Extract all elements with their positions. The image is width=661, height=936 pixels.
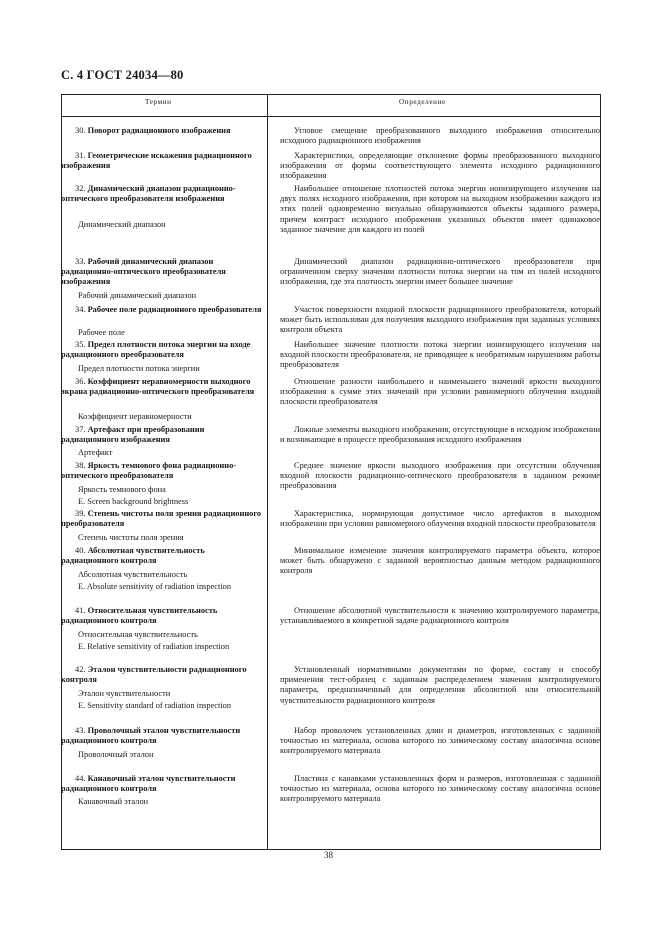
term-42: 42. Эталон чувствительности радиационного контроля	[61, 665, 247, 685]
definition-34: Участок поверхности входной плоскости радиационного преобразователя, который может быть использован для получения выходного изображения при заданных условиях контроля объекта	[280, 305, 600, 335]
column-header-definition: Определение	[399, 98, 446, 106]
definition-42: Установленный нормативными документами по форме, составу и способу применения тест-образец с заданным распределением значения контролируемого параметра, предназначенный для определения абсолютной или относительной чувствительности радиационного контроля	[280, 665, 600, 705]
term-43: 43. Проволочный эталон чувствительности радиационного контроля	[61, 726, 241, 746]
term-37-synonym: Артефакт	[78, 448, 113, 457]
table-header-border	[61, 116, 601, 117]
term-38-synonym: Яркость темнового фона	[78, 485, 166, 494]
term-41: 41. Относительная чувствительность радиационного контроля	[61, 606, 218, 626]
term-39-synonym: Степень чистоты поля зрения	[78, 533, 184, 542]
term-34-synonym: Рабочее поле	[78, 328, 125, 337]
definition-32: Наибольшее отношение плотностей потока энергии ионизирующего излучения на двух полях исходного изображения, при котором на выходном изображении каждого из этих полей одновременно визуально обнаруживаются объекты заданного размера, причем контраст исходного изображения указанных объектов имеет одинаковое заданное значение для каждого из полей	[280, 184, 600, 234]
term-44: 44. Канавочный эталон чувствительности радиационного контроля	[61, 774, 236, 794]
term-40: 40. Абсолютная чувствительность радиационного контроля	[61, 546, 205, 566]
table-column-divider	[267, 94, 268, 850]
column-header-term: Термин	[145, 98, 172, 106]
term-41-synonym: Относительная чувствительность	[78, 630, 198, 639]
definition-39: Характеристика, нормирующая допустимое число артефактов в выходном изображении при условии равномерного облучения входной плоскости преобразователя	[280, 509, 600, 529]
definition-35: Наибольшее значение плотности потока энергии ионизирующего излучения на входной плоскости преобразователя, не приводящее к необратимым нарушениям работы преобразователя	[280, 340, 600, 370]
definition-31: Характеристики, определяющие отклонение формы преобразованного выходного изображения от формы соответствующего элемента исходного радиационного изображения	[280, 151, 600, 181]
table-right-border	[600, 94, 601, 850]
term-42-synonym: Эталон чувствительности	[78, 689, 171, 698]
term-37: 37. Артефакт при преобразовании радиационного изображения	[61, 425, 205, 445]
page-header: С. 4 ГОСТ 24034—80	[61, 68, 184, 82]
definition-41: Отношение абсолютной чувствительности к значению контролируемого параметра, устанавливаемого в конкретной задаче радиационного контроля	[280, 606, 600, 626]
term-40-synonym: Абсолютная чувствительность	[78, 570, 188, 579]
term-41-english: E. Relative sensitivity of radiation inspection	[78, 642, 230, 651]
definition-33: Динамический диапазон радиационно-оптического преобразователя при ограниченном сверху значении плотности потока энергии на том из полей исходного изображения, где эта плотность энергии имеет большее значение	[280, 257, 600, 287]
term-35-synonym: Предел плотности потока энергии	[78, 364, 200, 373]
term-38-english: E. Screen background brightness	[78, 497, 189, 506]
page-number: 38	[324, 850, 333, 860]
definition-36: Отношение разности наибольшего и наименьшего значений яркости выходного изображения к сумме этих значений при условии равномерного облучения входной плоскости преобразователя	[280, 377, 600, 407]
term-40-english: E. Absolute sensitivity of radiation inspection	[78, 582, 232, 591]
term-33: 33. Рабочий динамический диапазон радиационно-оптического преобразователя изображения	[61, 257, 226, 287]
definition-40: Минимальное изменение значения контролируемого параметра объекта, которое может быть обнаружено с заданной вероятностью данным методом радиационного контроля	[280, 546, 600, 576]
term-36: 36. Коэффициент неравномерности выходного экрана радиационно-оптического преобразователя	[61, 377, 255, 397]
term-36-synonym: Коэффициент неравномерности	[78, 412, 192, 421]
table-top-border	[61, 94, 601, 95]
definition-30: Угловое смещение преобразованного выходного изображения относительно исходного радиационного изображения	[280, 126, 600, 146]
term-30: 30. Поворот радиационного изображения	[75, 126, 231, 135]
definition-43: Набор проволочек установленных длин и диаметров, изготовленных с заданной точностью из материала, основа которого по химическому составу аналогична основе контролируемого материала	[280, 726, 600, 756]
term-42-english: E. Sensitivity standard of radiation inspection	[78, 701, 232, 710]
term-44-synonym: Канавочный эталон	[78, 797, 149, 806]
term-43-synonym: Проволочный эталон	[78, 750, 154, 759]
term-39: 39. Степень чистоты поля зрения радиационного преобразователя	[61, 509, 262, 529]
term-33-synonym: Рабочий динамический диапазон	[78, 291, 197, 300]
term-32-synonym: Динамический диапазон	[78, 220, 166, 229]
term-31: 31. Геометрические искажения радиационного изображения	[61, 151, 252, 171]
definition-38: Среднее значение яркости выходного изображения при отсутствии облучения входной плоскости радиационно-оптического преобразователя в заданном режиме преобразования	[280, 461, 600, 491]
definition-37: Ложные элементы выходного изображения, отсутствующие в исходном изображении и возникающие в процессе преобразования исходного изображения	[280, 425, 600, 445]
terms-table	[61, 94, 601, 850]
term-35: 35. Предел плотности потока энергии на входе радиационного преобразователя	[61, 340, 251, 360]
term-34: 34. Рабочее поле радиационного преобразователя	[75, 305, 262, 314]
term-38: 38. Яркость темнового фона радиационно-оптического преобразователя	[61, 461, 237, 481]
definition-44: Пластина с канавками установленных форм и размеров, изготовленная с заданной точностью из материала, основа которого по химическому составу аналогична основе контролируемого материала	[280, 774, 600, 804]
term-32: 32. Динамический диапазон радиационно-оптического преобразователя изображения	[61, 184, 236, 204]
